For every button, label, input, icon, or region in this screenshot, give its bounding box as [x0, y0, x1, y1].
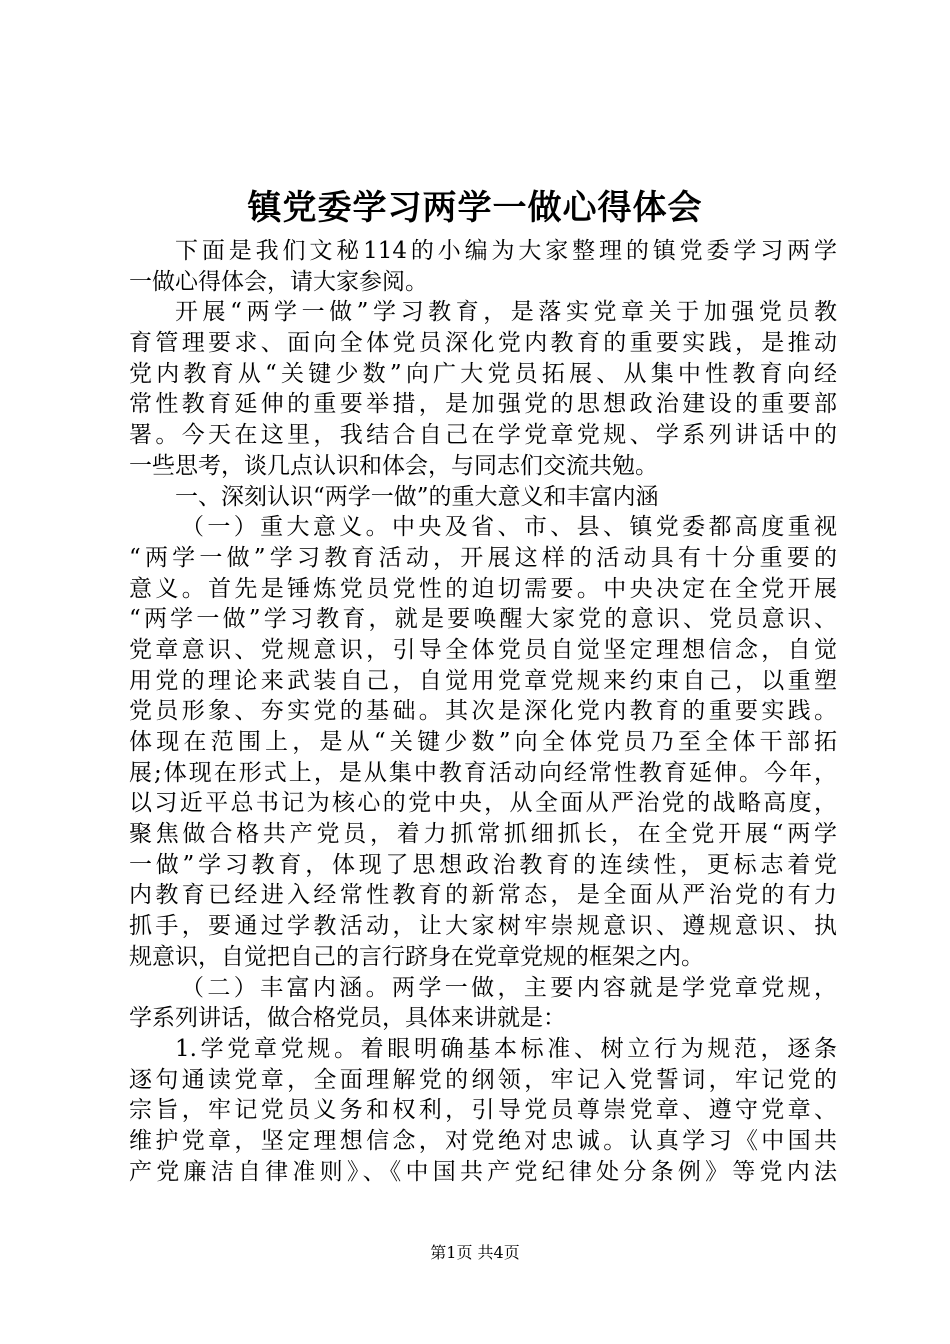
text-line: 内教育已经进入经常性教育的新常态，是全面从严治党的有力: [129, 882, 837, 909]
text-line: 聚焦做合格共产党员，着力抓常抓细抓长，在全党开展“两学: [129, 821, 837, 848]
document-body: [129, 236, 837, 1187]
text-line: （一）重大意义。中央及省、市、县、镇党委都高度重视: [181, 514, 837, 541]
text-line: 维护党章，坚定理想信念，对党绝对忠诚。认真学习《中国共: [129, 1127, 837, 1154]
text-line: 署。今天在这里，我结合自己在学党章党规、学系列讲话中的: [129, 422, 837, 449]
text-line: 规意识，自觉把自己的言行跻身在党章党规的框架之内。: [129, 943, 704, 970]
text-line: 宗旨，牢记党员义务和权利，引导党员尊崇党章、遵守党章、: [129, 1097, 837, 1124]
text-line: （二）丰富内涵。两学一做，主要内容就是学党章党规，: [181, 974, 837, 1001]
text-line: 常性教育延伸的重要举措，是加强党的思想政治建设的重要部: [129, 391, 837, 418]
text-line: 下面是我们文秘114的小编为大家整理的镇党委学习两学: [175, 238, 837, 264]
text-line: 逐句通读党章，全面理解党的纲领，牢记入党誓词，牢记党的: [129, 1066, 837, 1093]
text-line: 一、深刻认识“两学一做”的重大意义和丰富内涵: [175, 483, 659, 510]
document-title: 镇党委学习两学一做心得体会: [247, 188, 703, 228]
text-line: 抓手，要通过学教活动，让大家树牢崇规意识、遵规意识、执: [129, 913, 837, 940]
text-line: 体现在范围上，是从“关键少数”向全体党员乃至全体干部拓: [129, 729, 837, 755]
text-line: 一做心得体会，请大家参阅。: [129, 268, 428, 295]
text-line: 学系列讲话，做合格党员，具体来讲就是：: [129, 1005, 566, 1032]
text-line: “两学一做”学习教育，就是要唤醒大家党的意识、党员意识、: [129, 606, 837, 633]
text-line: 育管理要求、面向全体党员深化党内教育的重要实践，是推动: [129, 330, 837, 357]
page-footer: 第1页 共4页: [430, 1243, 520, 1262]
text-line: 开展“两学一做”学习教育，是落实党章关于加强党员教: [175, 299, 837, 326]
text-line: 1.学党章党规。着眼明确基本标准、树立行为规范，逐条: [175, 1035, 837, 1062]
text-line: “两学一做”学习教育活动，开展这样的活动具有十分重要的: [129, 544, 837, 571]
text-line: 党员形象、夯实党的基础。其次是深化党内教育的重要实践。: [129, 698, 837, 725]
text-line: 以习近平总书记为核心的党中央，从全面从严治党的战略高度，: [129, 790, 837, 817]
text-line: 用党的理论来武装自己，自觉用党章党规来约束自己，以重塑: [129, 667, 837, 694]
text-line: 一些思考，谈几点认识和体会，与同志们交流共勉。: [129, 452, 658, 479]
text-line: 展;体现在形式上，是从集中教育活动向经常性教育延伸。今年，: [129, 759, 837, 786]
text-line: 党内教育从“关键少数”向广大党员拓展、从集中性教育向经: [129, 360, 837, 387]
text-line: 意义。首先是锤炼党员党性的迫切需要。中央决定在全党开展: [129, 575, 837, 602]
text-line: 产党廉洁自律准则》、《中国共产党纪律处分条例》等党内法: [129, 1158, 837, 1185]
text-line: 一做”学习教育，体现了思想政治教育的连续性，更标志着党: [129, 851, 837, 878]
text-line: 党章意识、党规意识，引导全体党员自觉坚定理想信念，自觉: [129, 636, 837, 663]
